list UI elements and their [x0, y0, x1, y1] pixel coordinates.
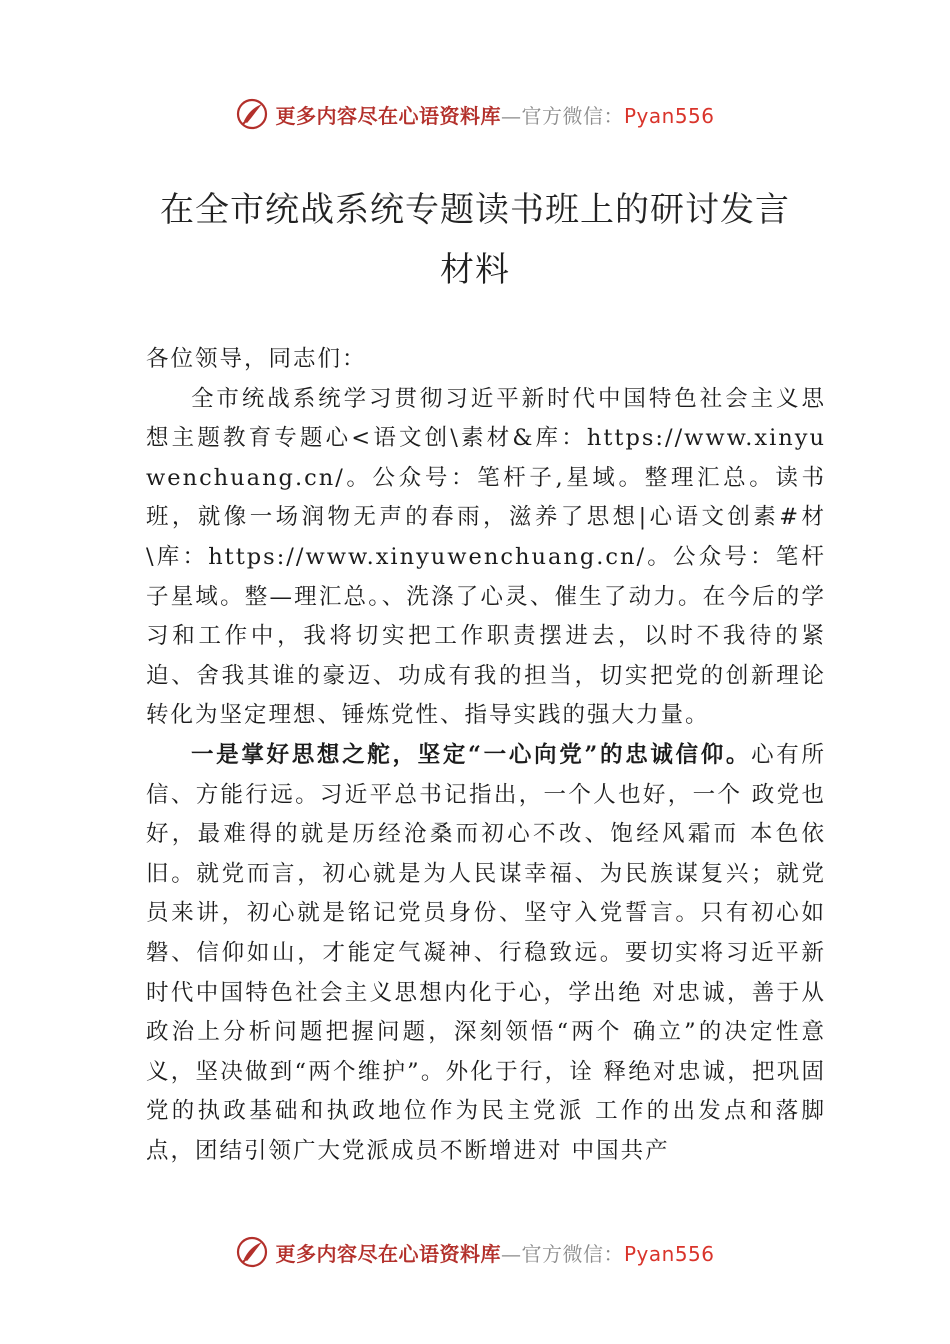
footer-watermark — [0, 1230, 950, 1274]
watermark-text — [275, 100, 714, 129]
watermark-label: 官方微信： — [521, 1241, 624, 1266]
salutation: 各位领导，同志们： — [146, 346, 367, 372]
watermark-label: 官方微信： — [521, 103, 624, 128]
header-watermark — [0, 92, 950, 136]
paragraph-intro: 全市统战系统学习贯彻习近平新时代中国特色社会主义思想主题教育专题心<语文创\素材&库：https://www.xinyuwenchuang.cn/。公众号：笔杆子,星域。整理汇总。读书班，就像一场润物无声的春雨，滋养了思想|心语文创素#材\库：https://www.xinyuwenchuang.cn/。公众号：笔杆子星域。整—理汇总。、洗涤了心灵、催生了动力。在今后的学习和工作中，我将切实把工作职责摆进去，以时不我待的紧迫、舍我其谁的豪迈、功成有我的担当，切实把党的创新理论转化为坚定理想、锤炼党性、指导实践的强大力量。 — [146, 385, 826, 729]
title-line-1: 在全市统战系统专题读书班上的研讨发言 — [160, 190, 790, 230]
paragraph-point-one-body: 心有所信、方能行远。习近平总书记指出，一个人也好，一个 政党也好，最难得的就是历经沧桑而初心不改、饱经风霜而 本色依旧。就党而言，初心就是为人民谋幸福、为民族谋复兴；就党员来讲，初心就是铭记党员身份、坚守入党誓言。只有初心如磐、信仰如山，才能定气凝神、行稳致远。要切实将习近平新时代中国特色社会主义思想内化于心，学出绝 对忠诚，善于从政治上分析问题把握问题，深刻领悟“两个 确立”的决定性意义，坚决做到“两个维护”。外化于行，诠 释绝对忠诚，把巩固党的执政基础和执政地位作为民主党派 工作的出发点和落脚点，团结引领广大党派成员不断增进对 中国共产 — [146, 741, 826, 1164]
title-line-2: 材料 — [440, 250, 510, 290]
watermark-main-text: 更多内容尽在心语资料库 — [275, 103, 501, 128]
document-body — [146, 340, 826, 1171]
brush-logo-icon — [235, 97, 269, 131]
paragraph-point-one — [146, 736, 826, 1172]
brush-logo-icon — [235, 1235, 269, 1269]
watermark-main-text: 更多内容尽在心语资料库 — [275, 1241, 501, 1266]
document-title — [130, 180, 820, 300]
watermark-dash: — — [500, 1241, 522, 1266]
watermark-wechat-id: Pyan556 — [623, 103, 715, 128]
watermark-wechat-id: Pyan556 — [623, 1241, 715, 1266]
paragraph-point-one-lead: 一是掌好思想之舵，坚定“一心向党”的忠诚信仰。 — [191, 741, 752, 768]
watermark-text — [275, 1238, 714, 1267]
watermark-dash: — — [500, 103, 522, 128]
